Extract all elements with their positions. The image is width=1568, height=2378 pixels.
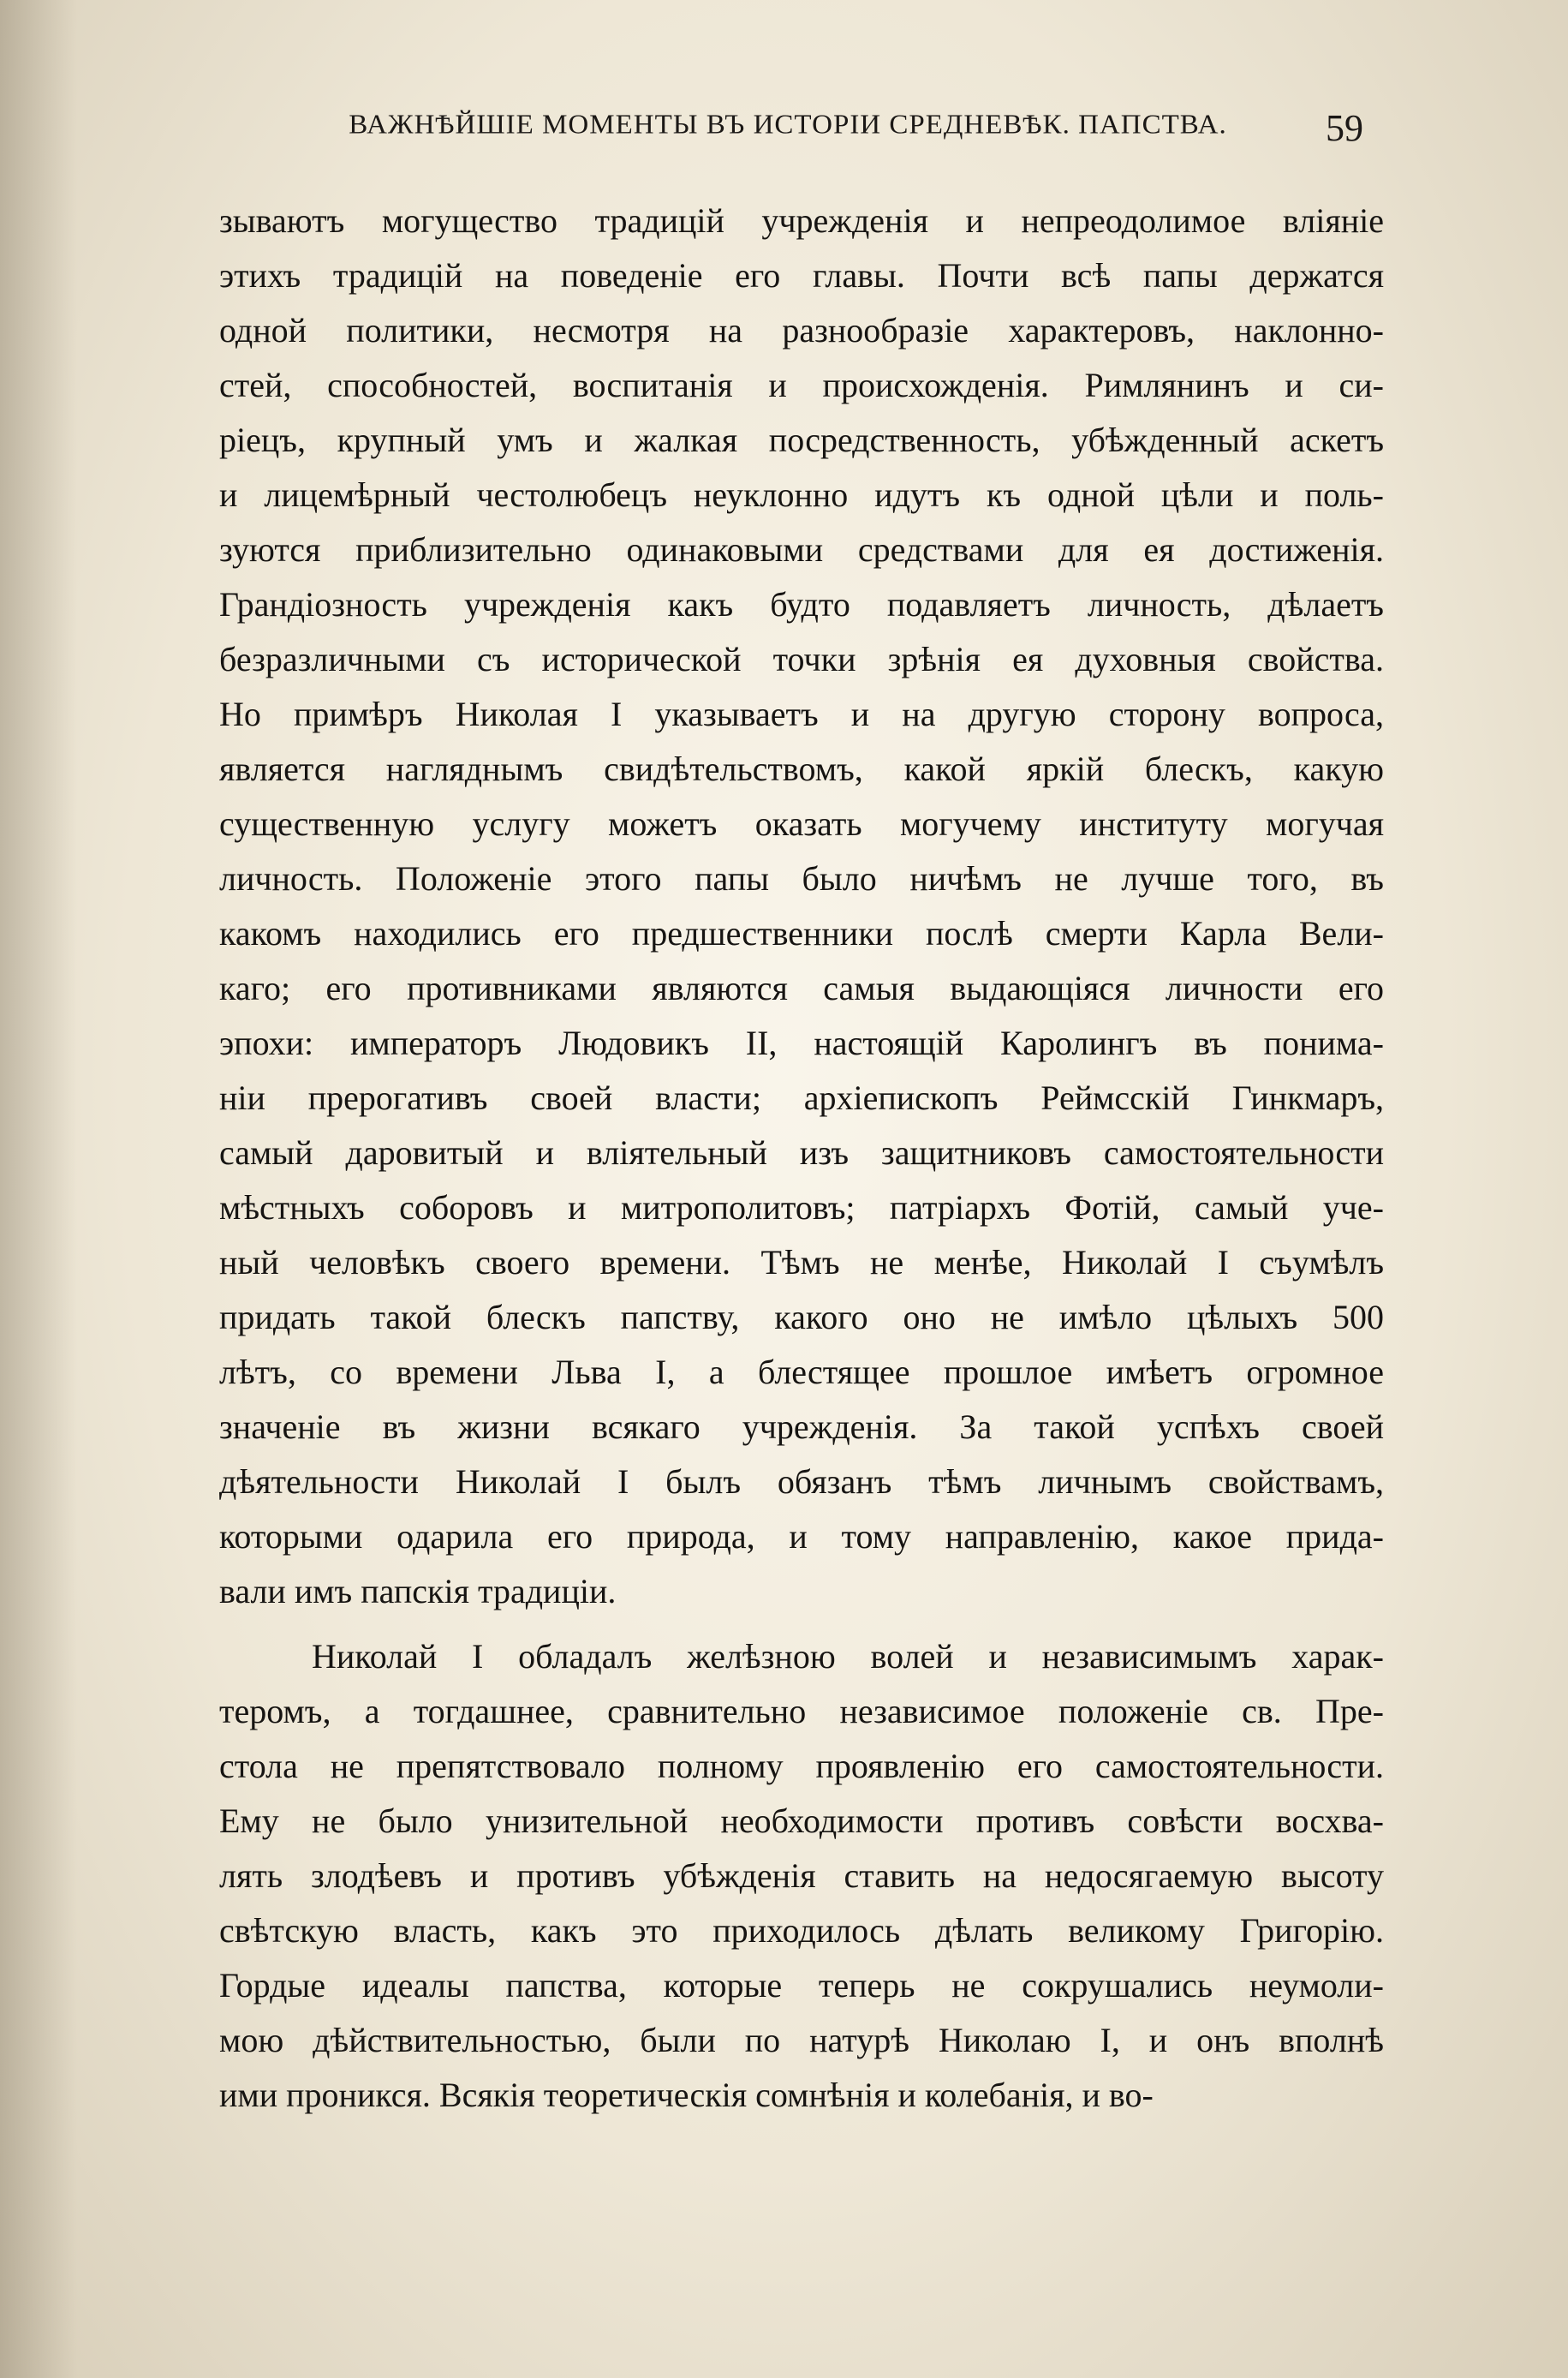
text-line: безразличными съ исторической точки зрѣнія ея духовныя свойства.	[219, 640, 1384, 678]
text-line: личность. Положеніе этого папы было ничѣмъ не лучше того, въ	[219, 859, 1384, 898]
running-header: ВАЖНѢЙШІЕ МОМЕНТЫ ВЪ ИСТОРІИ СРЕДНЕВѢК. ПАПСТВА.	[349, 110, 1227, 140]
text-line: каго; его противниками являются самыя выдающіяся личности его	[219, 969, 1384, 1007]
text-line: вали имъ папскія традиціи.	[219, 1572, 617, 1610]
text-line: лять злодѣевъ и противъ убѣжденія ставить на недосягаемую высоту	[219, 1856, 1384, 1895]
text-line: Гордые идеалы папства, которые теперь не сокрушались неумоли-	[219, 1966, 1384, 2005]
text-line: зуются приблизительно одинаковыми средствами для ея достиженія.	[219, 530, 1384, 569]
text-line: которыми одарила его природа, и тому направленію, какое прида-	[219, 1517, 1384, 1556]
text-line: самый даровитый и вліятельный изъ защитниковъ самостоятельности	[219, 1133, 1384, 1172]
text-line: является нагляднымъ свидѣтельствомъ, какой яркій блескъ, какую	[219, 750, 1384, 788]
text-line: Но примѣръ Николая I указываетъ и на другую сторону вопроса,	[219, 695, 1384, 733]
text-line: Грандіозность учрежденія какъ будто подавляетъ личность, дѣлаетъ	[219, 585, 1384, 624]
page-number: 59	[1326, 107, 1363, 149]
text-line: эпохи: императоръ Людовикъ II, настоящій Каролингъ въ понима-	[219, 1024, 1384, 1062]
spine-shadow	[0, 0, 77, 2378]
text-line: ніи прерогативъ своей власти; архіепископъ Реймсскій Гинкмаръ,	[219, 1078, 1384, 1117]
text-line: ріецъ, крупный умъ и жалкая посредственность, убѣжденный аскетъ	[219, 421, 1384, 459]
paragraph	[219, 194, 1384, 1619]
text-line: придать такой блескъ папству, какого оно не имѣло цѣлыхъ 500	[219, 1298, 1384, 1336]
paragraph	[219, 1629, 1384, 2123]
text-line: теромъ, а тогдашнее, сравнительно независимое положеніе св. Пре-	[219, 1692, 1384, 1730]
body-text	[219, 194, 1384, 2123]
text-line: стола не препятствовало полному проявленію его самостоятельности.	[219, 1747, 1384, 1785]
text-line: значеніе въ жизни всякаго учрежденія. За такой успѣхъ своей	[219, 1407, 1384, 1446]
text-line: и лицемѣрный честолюбецъ неуклонно идутъ къ одной цѣли и поль-	[219, 475, 1384, 514]
text-line: мою дѣйствительностью, были по натурѣ Николаю I, и онъ вполнѣ	[219, 2021, 1384, 2059]
text-line: существенную услугу можетъ оказать могучему институту могучая	[219, 804, 1384, 843]
text-line: ный человѣкъ своего времени. Тѣмъ не менѣе, Николай I съумѣлъ	[219, 1243, 1384, 1282]
text-line: этихъ традицій на поведеніе его главы. Почти всѣ папы держатся	[219, 256, 1384, 295]
text-line: ими проникся. Всякія теоретическія сомнѣнія и колебанія, и во-	[219, 2076, 1154, 2114]
text-line: одной политики, несмотря на разнообразіе характеровъ, наклонно-	[219, 311, 1384, 350]
text-line: мѣстныхъ соборовъ и митрополитовъ; патріархъ Фотій, самый уче-	[219, 1188, 1384, 1227]
text-line: стей, способностей, воспитанія и происхожденія. Римлянинъ и си-	[219, 366, 1384, 404]
text-line: лѣтъ, со времени Льва I, а блестящее прошлое имѣетъ огромное	[219, 1353, 1384, 1391]
text-line: дѣятельности Николай I былъ обязанъ тѣмъ личнымъ свойствамъ,	[219, 1462, 1384, 1501]
text-line: Ему не было унизительной необходимости противъ совѣсти восхва-	[219, 1801, 1384, 1840]
text-line: какомъ находились его предшественники послѣ смерти Карла Вели-	[219, 914, 1384, 953]
paragraph-gap	[219, 1619, 1384, 1629]
text-line: Николай I обладалъ желѣзною волей и независимымъ харак-	[312, 1637, 1384, 1676]
text-line: зываютъ могущество традицій учрежденія и непреодолимое вліяніе	[219, 201, 1384, 240]
text-line: свѣтскую власть, какъ это приходилось дѣлать великому Григорію.	[219, 1911, 1384, 1950]
